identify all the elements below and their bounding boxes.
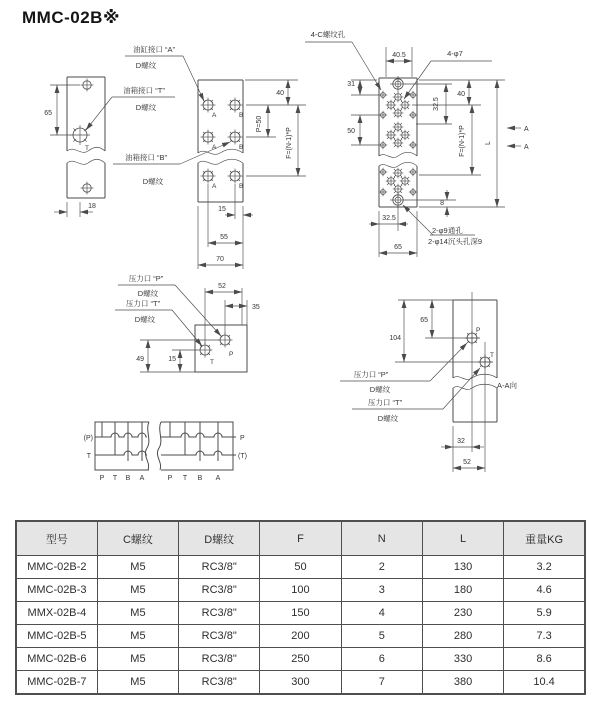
port-label: A [139,475,145,482]
hole-label-p: P [476,327,481,334]
hole-label-p: P [229,351,234,358]
dim-40b: 40 [457,91,465,98]
dim-35: 35 [252,304,260,311]
drawing-channel-view [84,422,247,482]
label-tank-port-t: 油箱接口 “T” [123,86,165,95]
cell: 8.6 [504,648,585,671]
col-header-model: 型号 [16,521,97,556]
drawing-side-view [44,77,105,217]
cell-model: MMX-02B-4 [16,602,97,625]
label-pressure-port-p: 压力口 “P” [353,370,389,379]
port-label: A [215,475,221,482]
channel-label-t-left: T [86,453,91,460]
cell: RC3/8" [179,625,260,648]
label-pressure-port-t: 压力口 “T” [125,299,161,308]
section-arrow-a2: A [524,144,529,151]
channel-label-t-right: (T) [238,453,247,460]
cell: 330 [422,648,503,671]
channel-label-p-left: (P) [83,435,93,442]
cell: 6 [341,648,422,671]
col-header-f: F [260,521,341,556]
dim-40: 40 [276,90,284,97]
table-row [16,556,585,579]
cell-model: MMC-02B-3 [16,579,97,602]
hole-label: A [212,144,217,151]
col-header-weight: 重量KG [504,521,585,556]
table-row [16,671,585,695]
dim-65: 65 [44,110,52,117]
cell: M5 [97,579,178,602]
label-tank-port-b: 油箱接口 “B” [124,153,168,162]
label-cylinder-port-a: 油缸接口 “A” [132,45,176,54]
dim-65: 65 [420,317,428,324]
dim-f: F=(N-1)*P [286,127,293,159]
label-section-aa: A-A向 [497,381,518,390]
dim-50: 50 [347,128,355,135]
cell-model: MMC-02B-2 [16,556,97,579]
port-label: B [197,475,203,482]
channel-label-p-right: P [240,435,245,442]
port-label: T [112,475,118,482]
cell: 280 [422,625,503,648]
spec-table [15,520,586,695]
dim-31: 31 [347,81,355,88]
cell: M5 [97,625,178,648]
cell: 130 [422,556,503,579]
hole-label: B [239,144,244,151]
dim-52: 52 [218,283,226,290]
dim-f: F=(N-1)*P [459,125,466,157]
table-row [16,579,585,602]
dim-32: 32 [457,438,465,445]
cell: M5 [97,648,178,671]
cell: 5.9 [504,602,585,625]
dim-15: 15 [218,206,226,213]
cell: 100 [260,579,341,602]
port-label: T [182,475,188,482]
dim-8: 8 [440,200,444,207]
cell-model: MMC-02B-5 [16,625,97,648]
dim-18: 18 [88,203,96,210]
cell: 180 [422,579,503,602]
label-thread-t: D螺纹 [377,414,399,423]
cell: M5 [97,671,178,695]
cell: 250 [260,648,341,671]
col-header-l: L [422,521,503,556]
label-thread-b: D螺纹 [142,177,164,186]
hole-label: A [212,112,217,119]
dim-l: L [485,141,492,145]
dim-55: 55 [220,234,228,241]
dim-15: 15 [168,356,176,363]
dim-p50: P=50 [256,115,263,133]
col-header-n: N [341,521,422,556]
cell-model: MMC-02B-7 [16,671,97,695]
hole-label: B [239,112,244,119]
cell: 5 [341,625,422,648]
page-title: MMC-02B※ [22,8,120,27]
cell: 50 [260,556,341,579]
label-4-phi7: 4-φ7 [447,49,463,58]
cell: 4 [341,602,422,625]
cell: 10.4 [504,671,585,695]
table-row [16,625,585,648]
cell: 7.3 [504,625,585,648]
cell: 4.6 [504,579,585,602]
cell: 230 [422,602,503,625]
dim-65: 65 [394,244,402,251]
label-thread-t: D螺纹 [134,315,156,324]
port-label: P [99,475,105,482]
cell: 3.2 [504,556,585,579]
cell: RC3/8" [179,648,260,671]
drawing-aa-view [340,292,518,472]
label-thread-p: D螺纹 [137,289,159,298]
drawing-top-view [305,29,529,257]
cell-model: MMC-02B-6 [16,648,97,671]
table-row [16,648,585,671]
hole-label: B [239,183,244,190]
cell: RC3/8" [179,579,260,602]
cell: RC3/8" [179,602,260,625]
dim-32-5: 32.5 [433,97,440,111]
cell: 300 [260,671,341,695]
cell: 2 [341,556,422,579]
hole-label-t: T [210,359,214,366]
cell: 380 [422,671,503,695]
drawing-pt-view [115,273,260,372]
col-header-d-thread: D螺纹 [179,521,260,556]
cell: 200 [260,625,341,648]
dim-104: 104 [389,335,401,342]
port-label: P [167,475,173,482]
dim-52: 52 [463,459,471,466]
label-cbore: 2-φ14沉头孔深9 [428,237,483,246]
label-bolt-holes: 4-C螺纹孔 [310,30,346,39]
label-pressure-port-t: 压力口 “T” [367,398,403,407]
label-thread-a: D螺纹 [135,61,157,70]
label-thru-hole: 2-φ9通孔 [432,226,463,235]
cell: 150 [260,602,341,625]
port-label: B [125,475,131,482]
dim-49: 49 [136,356,144,363]
hole-label-t: T [490,352,494,359]
label-thread-p: D螺纹 [369,385,391,394]
col-header-c-thread: C螺纹 [97,521,178,556]
dim-32-5b: 32.5 [382,215,396,222]
label-pressure-port-p: 压力口 “P” [128,274,164,283]
cell: 7 [341,671,422,695]
drawing-front-view [86,44,306,269]
cell: RC3/8" [179,671,260,695]
dim-70: 70 [216,256,224,263]
table-row [16,602,585,625]
cell: M5 [97,602,178,625]
hole-label-t: T [85,145,89,152]
dim-40-5: 40.5 [392,52,406,59]
table-header-row [16,521,585,556]
section-arrow-a1: A [524,126,529,133]
cell: M5 [97,556,178,579]
cell: RC3/8" [179,556,260,579]
hole-label: A [212,183,217,190]
label-thread-t: D螺纹 [135,103,157,112]
cell: 3 [341,579,422,602]
